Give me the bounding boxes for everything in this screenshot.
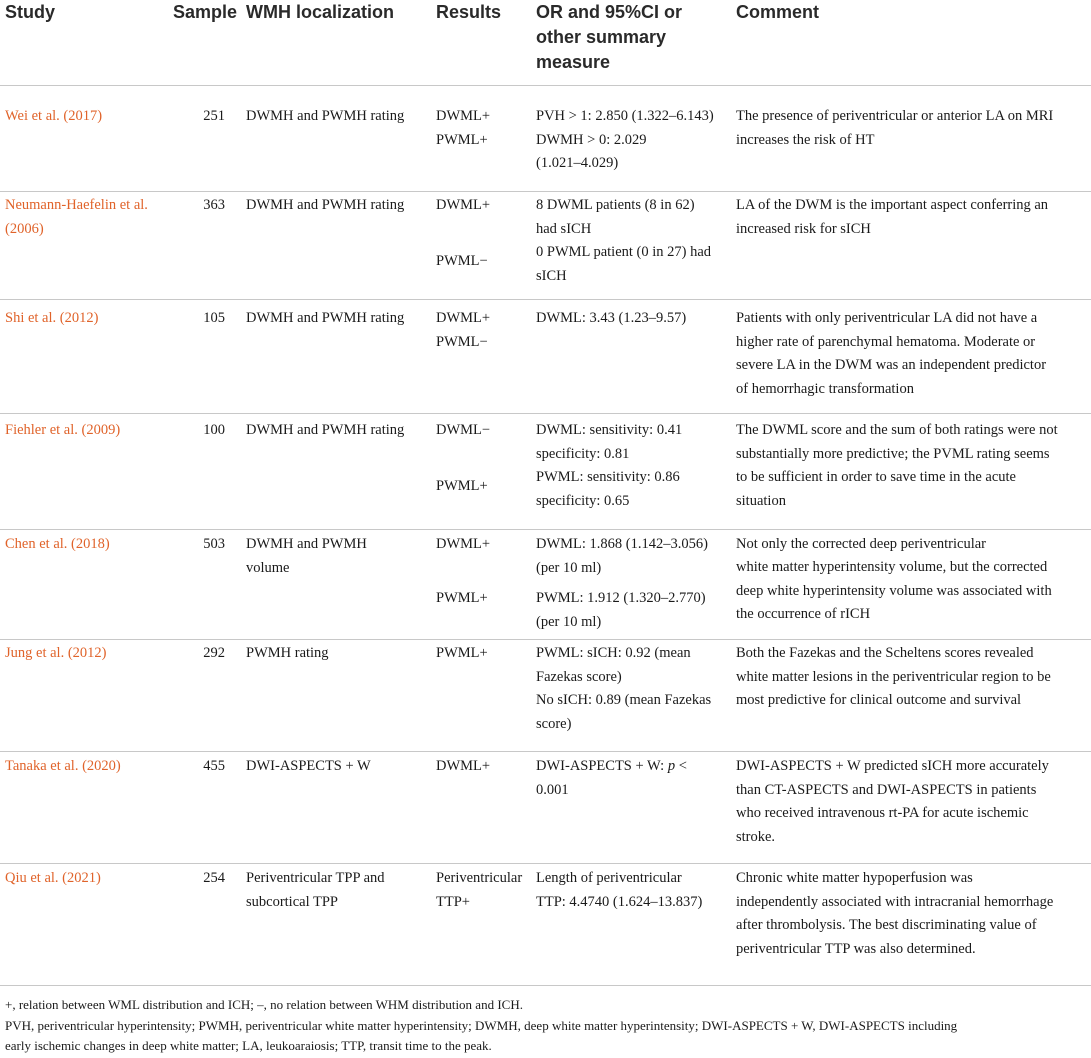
header-study: Study: [5, 2, 56, 22]
or-line: sICH: [536, 267, 567, 284]
comment-line: stroke.: [736, 828, 776, 845]
or-line: PWML: sICH: 0.92 (mean: [536, 645, 691, 661]
comment-line: most predictive for clinical outcome and survival: [736, 692, 1022, 708]
year-link[interactable]: 2012: [72, 645, 102, 661]
year-link[interactable]: 2017: [68, 108, 98, 124]
comment-line: white matter hyperintensity volume, but the corrected: [736, 559, 1048, 575]
or-cell: [536, 755, 731, 802]
or-cell: [536, 194, 731, 288]
comment-cell: [736, 642, 1088, 713]
wmh-cell: [246, 533, 431, 580]
header-or: [536, 0, 682, 75]
result-line: Periventricular: [436, 870, 523, 886]
or-text: <: [675, 758, 687, 774]
result-line: PWML−: [436, 333, 488, 350]
sample-cell: 455: [203, 758, 225, 774]
year-link[interactable]: 2021: [67, 870, 97, 886]
citation-close: ): [96, 870, 101, 886]
table-row: [0, 751, 1091, 864]
table-row: [0, 191, 1091, 300]
comment-line: periventricular TTP was also determined.: [736, 940, 976, 957]
wmh-cell: DWMH and PWMH rating: [246, 422, 405, 438]
or-line: 0 PWML patient (0 in 27) had: [536, 244, 712, 260]
comment-line: who received intravenous rt-PA for acute ischemic: [736, 805, 1029, 821]
year-link[interactable]: 2018: [75, 536, 105, 552]
or-line: No sICH: 0.89 (mean Fazekas: [536, 692, 712, 708]
sample-cell: 100: [203, 422, 225, 438]
results-cell: [436, 105, 534, 152]
wmh-line: volume: [246, 559, 290, 576]
sample-cell: 105: [203, 310, 225, 326]
table-row: [0, 863, 1091, 986]
comment-line: white matter lesions in the periventricular region to be: [736, 668, 1051, 685]
or-text: DWI-ASPECTS + W:: [536, 758, 668, 774]
result-line: DWML+: [436, 108, 491, 124]
citation-close: ): [93, 310, 99, 326]
year-link[interactable]: 2020: [86, 758, 116, 774]
comment-cell: [736, 533, 1088, 557]
wmh-cell: DWMH and PWMH rating: [246, 310, 405, 326]
comment-line: independently associated with intracranial hemorrhage: [736, 893, 1054, 910]
sample-cell: 254: [203, 870, 225, 886]
comment-line: increased risk for sICH: [736, 220, 871, 237]
or-line: specificity: 0.65: [536, 492, 630, 509]
wmh-line: DWMH and PWMH: [246, 536, 367, 552]
header-sample: Sample: [173, 2, 238, 22]
citation-close: ): [115, 758, 121, 774]
p-symbol: p: [667, 758, 676, 774]
result-line: PWML+: [436, 131, 488, 148]
or-cell: DWML: 3.43 (1.23–9.57): [536, 310, 687, 326]
header-wmh-localization: WMH localization: [246, 2, 394, 22]
result-line: TTP+: [436, 893, 470, 910]
comment-line: after thrombolysis. The best discriminating value of: [736, 917, 1037, 933]
or-line: had sICH: [536, 220, 592, 237]
footnote-line: early ischemic changes in deep white matter; LA, leukoaraiosis; TTP, transit time to the peak.: [5, 1038, 492, 1053]
study-cell: [5, 867, 170, 891]
wmh-line: Periventricular TPP and: [246, 870, 385, 886]
header-results: Results: [436, 2, 502, 22]
comment-line: Patients with only periventricular LA did not have a: [736, 310, 1038, 326]
wmh-cell: DWMH and PWMH rating: [246, 197, 405, 213]
or-line: specificity: 0.81: [536, 445, 630, 462]
or-cell: [536, 642, 731, 736]
or-line: PWML: 1.912 (1.320–2.770): [536, 590, 706, 606]
citation-close: ): [115, 422, 121, 438]
sample-cell: 292: [203, 645, 225, 661]
or-line: Length of periventricular: [536, 870, 682, 886]
results-cell: PWML+: [436, 590, 488, 606]
wmh-cell: PWMH rating: [246, 645, 329, 661]
study-cell: [5, 105, 170, 129]
or-line: DWMH > 0: 2.029: [536, 131, 647, 148]
comment-line: LA of the DWM is the important aspect conferring an: [736, 197, 1049, 213]
citation-close: ): [38, 220, 44, 237]
author-link[interactable]: Qiu et al. (: [5, 870, 68, 886]
study-cell: [5, 194, 170, 241]
or-line: TTP: 4.4740 (1.624–13.837): [536, 893, 703, 910]
results-cell: DWML+: [436, 197, 491, 213]
or-line: (per 10 ml): [536, 559, 602, 576]
author-link[interactable]: Shi et al. (: [5, 310, 65, 326]
table-row: [0, 529, 1091, 640]
results-cell: PWML+: [436, 645, 488, 661]
year-link[interactable]: 2009: [86, 422, 116, 438]
or-line: PWML: sensitivity: 0.86: [536, 469, 680, 485]
results-cell: DWML−: [436, 422, 491, 438]
header-or-line2: other summary: [536, 27, 667, 47]
comment-cell: [736, 307, 1088, 401]
comment-line: The DWML score and the sum of both ratings were not: [736, 422, 1058, 438]
footnote-abbreviations: [5, 1016, 1089, 1056]
wmh-line: subcortical TPP: [246, 893, 338, 910]
wmh-cell: DWMH and PWMH rating: [246, 108, 405, 124]
comment-line: to be sufficient in order to save time in the acute: [736, 469, 1016, 485]
or-line: DWML: sensitivity: 0.41: [536, 422, 683, 438]
or-line: (1.021–4.029): [536, 155, 619, 171]
year-link[interactable]: 2006: [9, 220, 39, 237]
year-link[interactable]: 2012: [64, 310, 94, 326]
study-cell: [5, 755, 170, 779]
table-row: [0, 639, 1091, 752]
results-cell: PWML−: [436, 253, 488, 269]
table-header: [0, 0, 1091, 86]
comment-line: DWI-ASPECTS + W predicted sICH more accurately: [736, 758, 1049, 774]
comment-line: The presence of periventricular or anterior LA on MRI: [736, 108, 1054, 124]
sample-cell: 363: [203, 197, 225, 213]
comment-line: substantially more predictive; the PVML rating seems: [736, 445, 1050, 462]
author-link[interactable]: Neumann-Haefelin et al.: [5, 197, 148, 213]
header-comment: Comment: [736, 2, 820, 22]
header-or-line3: measure: [536, 52, 611, 72]
footnote-legend: +, relation between WML distribution and ICH; –, no relation between WHM distribution and ICH.: [5, 997, 523, 1012]
comment-line: higher rate of parenchymal hematoma. Moderate or: [736, 333, 1036, 350]
comment-cell: [736, 194, 1088, 241]
wmh-cell: [246, 867, 431, 914]
table-row: [0, 413, 1091, 530]
or-line: DWML: 1.868 (1.142–3.056): [536, 536, 708, 552]
or-line: PVH > 1: 2.850 (1.322–6.143): [536, 108, 714, 124]
results-cell: DWML+: [436, 536, 491, 552]
comment-cell: [736, 755, 1088, 849]
or-line: (per 10 ml): [536, 613, 602, 630]
comment-line: increases the risk of HT: [736, 131, 875, 148]
study-cell: [5, 307, 170, 331]
table-row: [0, 105, 1091, 192]
table-row: [0, 299, 1091, 414]
comment-line: situation: [736, 492, 786, 509]
sample-cell: 503: [203, 536, 225, 552]
comment-line: severe LA in the DWM was an independent predictor: [736, 357, 1047, 373]
header-or-line1: OR and 95%CI or: [536, 2, 683, 22]
comment-line: Chronic white matter hypoperfusion was: [736, 870, 973, 886]
sample-cell: 251: [203, 108, 225, 124]
footnote-line: PVH, periventricular hyperintensity; PWMH, periventricular white matter hyperintensity; DWMH, deep white matter hyperintensity; DWI-ASPECTS + W, DWI-ASPECTS including: [5, 1018, 958, 1033]
or-cell: [536, 867, 731, 914]
comment-line: deep white hyperintensity volume was associated with: [736, 582, 1052, 599]
comment-cell: [736, 556, 1088, 627]
study-cell: [5, 533, 170, 557]
wmh-cell: DWI-ASPECTS + W: [246, 758, 371, 774]
author-link[interactable]: Tanaka et al. (: [5, 758, 87, 774]
author-link[interactable]: Chen et al. (: [5, 536, 76, 552]
comment-cell: [736, 105, 1088, 152]
citation-close: ): [101, 645, 107, 661]
study-cell: [5, 419, 170, 443]
comment-line: Not only the corrected deep periventricular: [736, 536, 987, 552]
citation-open: (: [5, 220, 10, 237]
or-cell: [536, 419, 731, 513]
or-cell: [536, 587, 731, 634]
comment-line: of hemorrhagic transformation: [736, 380, 914, 397]
comment-line: the occurrence of rICH: [736, 606, 871, 622]
or-line: 8 DWML patients (8 in 62): [536, 197, 695, 213]
results-cell: DWML+: [436, 758, 491, 774]
citation-close: ): [97, 108, 103, 124]
or-line: Fazekas score): [536, 668, 622, 685]
or-line: score): [536, 715, 572, 732]
results-cell: [436, 307, 534, 354]
study-cell: [5, 642, 170, 666]
author-link[interactable]: Wei et al. (: [5, 108, 69, 124]
or-cell: [536, 533, 731, 580]
author-link[interactable]: Fiehler et al. (: [5, 422, 87, 438]
author-link[interactable]: Jung et al. (: [5, 645, 73, 661]
result-line: DWML+: [436, 310, 491, 326]
results-cell: [436, 867, 534, 914]
or-cell: [536, 105, 731, 176]
comment-line: than CT-ASPECTS and DWI-ASPECTS in patients: [736, 781, 1037, 798]
results-cell: PWML+: [436, 478, 488, 494]
comment-line: Both the Fazekas and the Scheltens scores revealed: [736, 645, 1034, 661]
comment-cell: [736, 419, 1088, 513]
comment-cell: [736, 867, 1088, 961]
citation-close: ): [104, 536, 110, 552]
or-line: 0.001: [536, 781, 569, 798]
